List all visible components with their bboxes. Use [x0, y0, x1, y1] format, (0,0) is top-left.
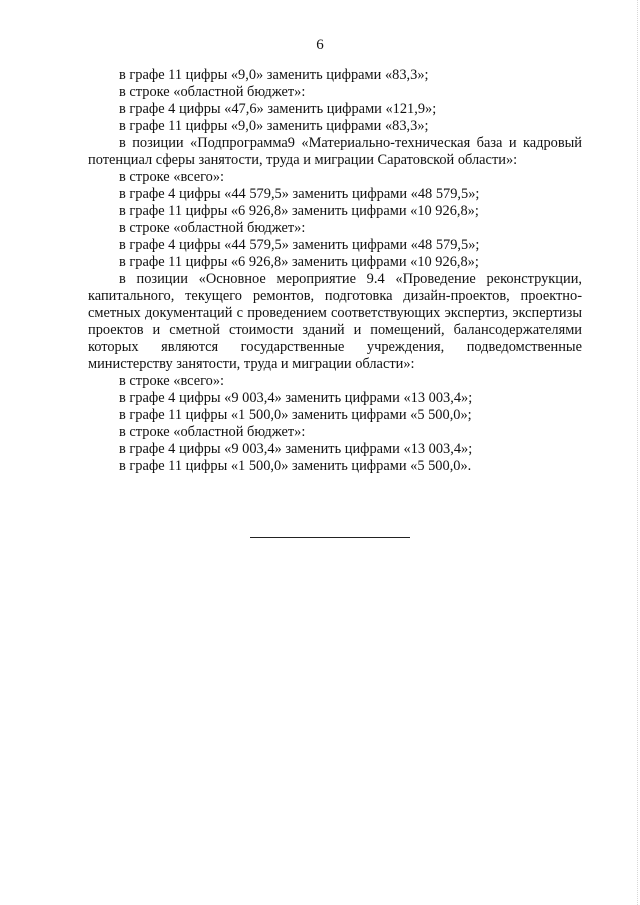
text-line: в графе 11 цифры «6 926,8» заменить цифрами «10 926,8»; — [119, 203, 479, 219]
text-line: в строке «всего»: — [119, 373, 225, 389]
document-body — [88, 67, 582, 475]
scan-edge-artifact — [637, 0, 638, 905]
text-line: в строке «областной бюджет»: — [119, 84, 306, 100]
text-line: в графе 4 цифры «9 003,4» заменить цифрами «13 003,4»; — [119, 441, 473, 457]
text-line: в строке «областной бюджет»: — [119, 424, 306, 440]
text-line: в графе 4 цифры «44 579,5» заменить цифрами «48 579,5»; — [119, 237, 480, 253]
text-line: в графе 11 цифры «1 500,0» заменить цифрами «5 500,0»; — [119, 407, 472, 423]
text-line: в строке «областной бюджет»: — [119, 220, 306, 236]
text-line: в графе 11 цифры «9,0» заменить цифрами «83,3»; — [119, 67, 429, 83]
text-line: в графе 11 цифры «1 500,0» заменить цифрами «5 500,0». — [119, 458, 472, 474]
text-line: в графе 4 цифры «47,6» заменить цифрами «121,9»; — [119, 101, 437, 117]
text-line: в графе 4 цифры «44 579,5» заменить цифрами «48 579,5»; — [119, 186, 480, 202]
text-line: в графе 4 цифры «9 003,4» заменить цифрами «13 003,4»; — [119, 390, 473, 406]
text-line: в графе 11 цифры «6 926,8» заменить цифрами «10 926,8»; — [119, 254, 479, 270]
page-number: 6 — [316, 37, 324, 53]
text-paragraph: в позиции «Основное мероприятие 9.4 «Проведение реконструкции, капитального, текущего ремонтов, подготовка дизайн-проектов, проектно-сметных документаций с проведением соответствующих экспертиз, экспертизы проектов и сметной стоимости зданий и помещений, балансодержателями которых являются государственные учреждения, подведомственные министерству занятости, труда и миграции области»: — [88, 271, 582, 372]
text-line: в графе 11 цифры «9,0» заменить цифрами «83,3»; — [119, 118, 429, 134]
end-separator-line — [250, 537, 410, 538]
text-line: в строке «всего»: — [119, 169, 225, 185]
text-paragraph: в позиции «Подпрограмма9 «Материально-техническая база и кадровый потенциал сферы занятости, труда и миграции Саратовской области»: — [88, 135, 582, 168]
